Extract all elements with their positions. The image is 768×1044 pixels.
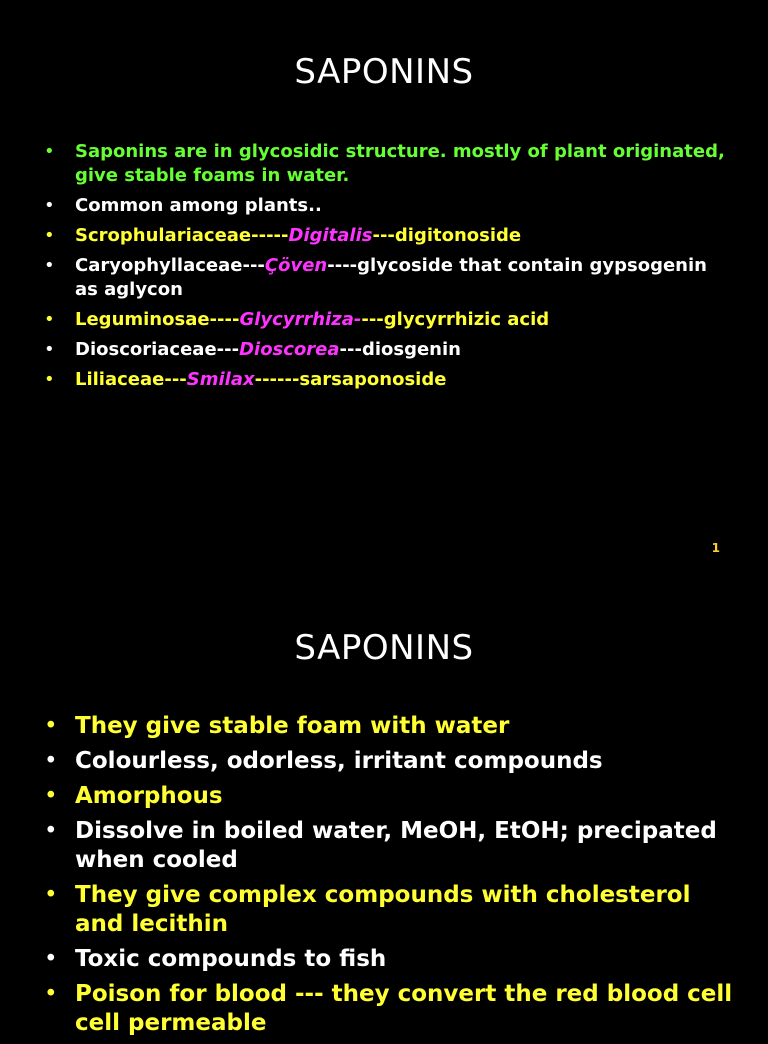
bullet-complex-compounds <box>44 881 734 939</box>
bullet-text: Common among plants.. <box>75 195 322 216</box>
bullet-dot-icon: • <box>44 818 58 844</box>
bullet-dot-icon: • <box>44 882 58 908</box>
slide-2-title: SAPONINS <box>294 628 474 668</box>
bullet-liliaceae <box>44 368 734 392</box>
bullet-dot-icon: • <box>44 783 58 809</box>
bullet-text: Toxic compounds to fish <box>75 946 387 972</box>
bullet-stable-foam <box>44 712 734 741</box>
bullet-colourless <box>44 747 734 776</box>
genus-name: Digitalis <box>288 225 373 246</box>
bullet-dot-icon: • <box>44 981 58 1007</box>
genus-name: Glycyrrhiza- <box>239 309 362 330</box>
bullet-leguminosae <box>44 308 734 332</box>
family-name: Leguminosae---- <box>75 309 240 330</box>
bullet-dot-icon: • <box>44 225 55 246</box>
compound-name: ------sarsaponoside <box>254 369 447 390</box>
family-name: Liliaceae--- <box>75 369 187 390</box>
bullet-dot-icon: • <box>44 339 55 360</box>
bullet-dot-icon: • <box>44 946 58 972</box>
genus-name: Dioscorea <box>239 339 340 360</box>
bullet-amorphous <box>44 782 734 811</box>
bullet-dioscoriaceae <box>44 338 734 362</box>
compound-name: ---glycyrrhizic acid <box>361 309 550 330</box>
bullet-saponins-definition <box>44 140 734 188</box>
bullet-text: Poison for blood --- they convert the red blood cell cell permeable <box>75 981 733 1036</box>
compound-name: ----glycoside that contain gypsogenin as aglycon <box>75 255 707 300</box>
bullet-scrophulariaceae <box>44 224 734 248</box>
bullet-dissolve <box>44 817 734 875</box>
slide-1-title: SAPONINS <box>294 52 474 92</box>
bullet-caryophyllaceae <box>44 254 734 302</box>
bullet-text: Dissolve in boiled water, MeOH, EtOH; precipated when cooled <box>75 818 717 873</box>
bullet-text: Amorphous <box>75 783 223 809</box>
bullet-dot-icon: • <box>44 369 55 390</box>
bullet-dot-icon: • <box>44 748 58 774</box>
bullet-text: Saponins are in glycosidic structure. mostly of plant originated, give stable foams in water. <box>75 141 725 186</box>
family-name: Dioscoriaceae--- <box>75 339 240 360</box>
compound-name: ---diosgenin <box>339 339 461 360</box>
genus-name: Çöven <box>264 255 328 276</box>
family-name: Scrophulariaceae----- <box>75 225 289 246</box>
genus-name: Smilax <box>186 369 255 390</box>
bullet-poison-for-blood <box>44 980 734 1038</box>
bullet-dot-icon: • <box>44 255 55 276</box>
bullet-text: They give stable foam with water <box>75 713 510 739</box>
bullet-dot-icon: • <box>44 141 55 162</box>
slide-2 <box>0 576 768 1036</box>
bullet-text: Colourless, odorless, irritant compounds <box>75 748 603 774</box>
slide-1-bullet-list <box>44 140 734 398</box>
bullet-dot-icon: • <box>44 713 58 739</box>
compound-name: ---digitonoside <box>372 225 522 246</box>
bullet-dot-icon: • <box>44 309 55 330</box>
family-name: Caryophyllaceae--- <box>75 255 265 276</box>
bullet-toxic-to-fish <box>44 945 734 974</box>
bullet-dot-icon: • <box>44 195 55 216</box>
page-number: 1 <box>711 541 720 555</box>
slide-2-bullet-list <box>44 712 734 1044</box>
bullet-text: They give complex compounds with cholesterol and lecithin <box>75 882 691 937</box>
bullet-common-among-plants <box>44 194 734 218</box>
